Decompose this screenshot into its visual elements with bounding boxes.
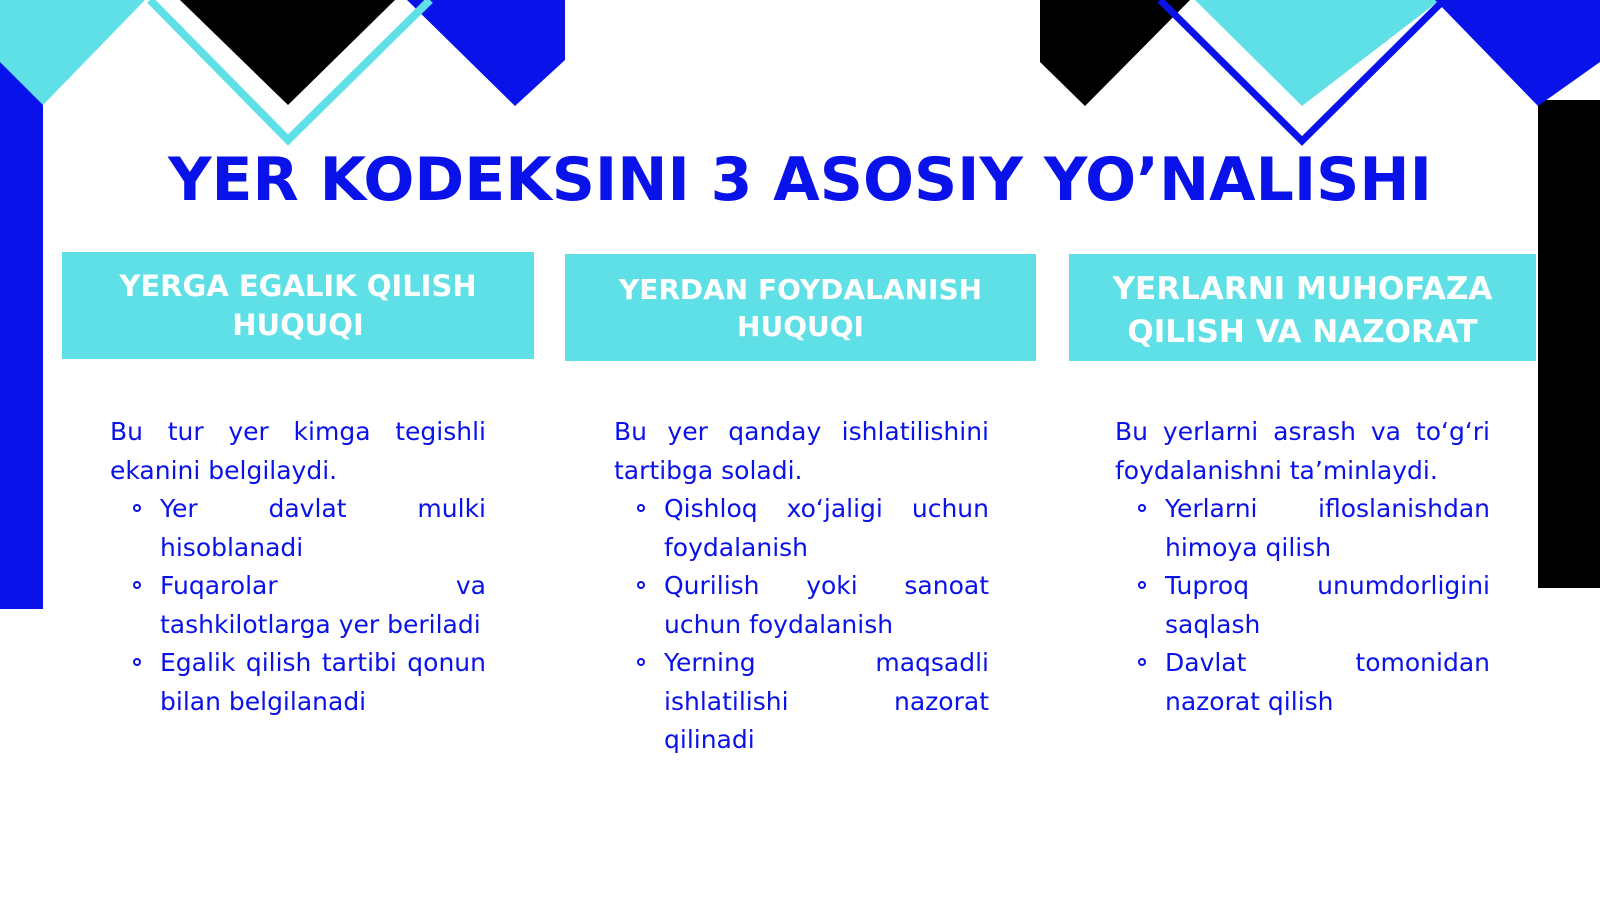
top-left-black-triangle	[180, 0, 395, 105]
top-right-teal-triangle	[1195, 0, 1440, 106]
column-intro: Bu yerlarni asrash va to‘g‘ri foydalanishni ta’minlaydi.	[1115, 417, 1490, 485]
bullet-icon	[133, 658, 141, 666]
list-item	[614, 644, 989, 760]
bullet-icon	[1138, 581, 1146, 589]
list-item-text: Davlat tomonidan nazorat qilish	[1165, 648, 1490, 716]
column-intro: Bu yer qanday ishlatilishini tartibga soladi.	[614, 417, 989, 485]
bullet-icon	[637, 581, 645, 589]
column-ownership	[110, 413, 486, 721]
bullet-list	[1115, 490, 1490, 721]
bullet-list	[614, 490, 989, 760]
list-item	[1115, 567, 1490, 644]
top-right-blue-triangle	[1435, 0, 1600, 106]
bullet-icon	[1138, 504, 1146, 512]
list-item-text: Qurilish yoki sanoat uchun foydalanish	[664, 571, 989, 639]
list-item	[1115, 490, 1490, 567]
bullet-icon	[1138, 658, 1146, 666]
top-right-black-triangle	[1040, 0, 1190, 106]
list-item-text: Fuqarolar va tashkilotlarga yer beriladi	[160, 571, 486, 639]
list-item	[614, 567, 989, 644]
column-protection	[1115, 413, 1490, 721]
list-item	[110, 567, 486, 644]
top-left-blue-triangle	[407, 0, 565, 106]
list-item	[110, 644, 486, 721]
list-item-text: Yerning maqsadli ishlatilishi nazorat qilinadi	[664, 648, 989, 754]
list-item-text: Egalik qilish tartibi qonun bilan belgilanadi	[160, 648, 486, 716]
list-item	[1115, 644, 1490, 721]
column-intro: Bu tur yer kimga tegishli ekanini belgilaydi.	[110, 417, 486, 485]
list-item-text: Tuproq unumdorligini saqlash	[1165, 571, 1490, 639]
list-item-text: Qishloq xo‘jaligi uchun foydalanish	[664, 494, 989, 562]
list-item	[110, 490, 486, 567]
column-header-ownership: YERGA EGALIK QILISH HUQUQI	[62, 252, 534, 359]
list-item-text: Yerlarni ifloslanishdan himoya qilish	[1165, 494, 1490, 562]
column-usage	[614, 413, 989, 760]
list-item-text: Yer davlat mulki hisoblanadi	[160, 494, 486, 562]
page-title: YER KODEKSINI 3 ASOSIY YO’NALISHI	[168, 145, 1432, 215]
column-header-usage: YERDAN FOYDALANISH HUQUQI	[565, 254, 1036, 361]
bullet-icon	[637, 504, 645, 512]
bullet-icon	[637, 658, 645, 666]
list-item	[614, 490, 989, 567]
bullet-icon	[133, 504, 141, 512]
bullet-list	[110, 490, 486, 721]
bullet-icon	[133, 581, 141, 589]
column-header-protection: YERLARNI MUHOFAZA QILISH VA NAZORAT	[1069, 254, 1536, 361]
